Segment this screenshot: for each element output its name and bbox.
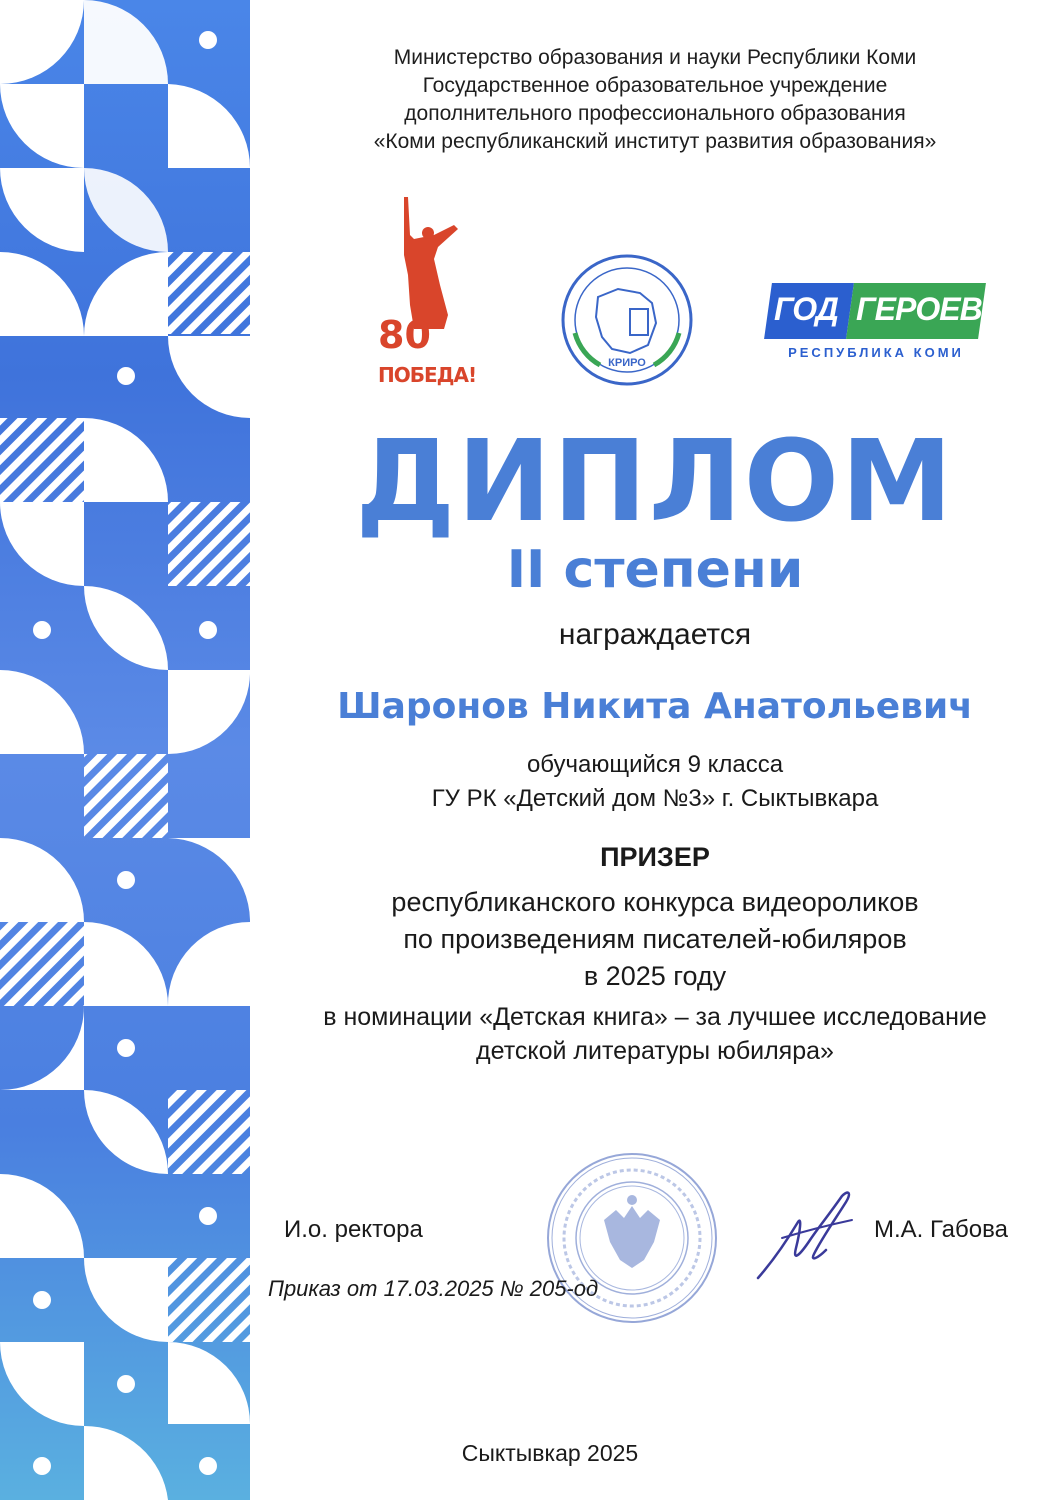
signature-icon [752, 1182, 862, 1292]
city-year: Сыктывкар 2025 [461, 1440, 639, 1466]
nomination-description [250, 1000, 1060, 1068]
year-of-heroes-logo [768, 283, 984, 363]
victory-text: ПОБЕДА! [378, 363, 477, 387]
awarded-text: награждается [558, 618, 752, 651]
heroes-word-year: ГОД [774, 291, 838, 327]
header-line-education: дополнительного профессионального образования [404, 102, 906, 125]
header-line-ministry: Министерство образования и науки Республики Коми [393, 46, 917, 69]
kriro-logo [560, 253, 694, 387]
organization-header [250, 44, 1060, 156]
official-stamp [544, 1150, 720, 1331]
geometric-pattern [0, 0, 250, 1500]
recipient-name: Шаронов Никита Анатольевич [337, 686, 973, 727]
victory-80-logo [374, 195, 477, 395]
header-line-institute: «Коми республиканский институт развития образования» [373, 130, 937, 153]
student-institution: ГУ РК «Детский дом №3» г. Сыктывкара [431, 785, 879, 812]
victory-number: 80 [378, 313, 431, 357]
logos-row [250, 195, 1060, 405]
contest-description [250, 884, 1060, 995]
signer-position: И.о. ректора [284, 1216, 423, 1243]
contest-line: республиканского конкурса видеороликов [391, 887, 919, 917]
student-info [250, 748, 1060, 816]
contest-line: в 2025 году [583, 961, 727, 991]
nomination-line: детской литературы юбиляра» [476, 1037, 834, 1065]
nomination-line: в номинации «Детская книга» – за лучшее исследование [323, 1003, 987, 1031]
signer-name: М.А. Габова [874, 1216, 1008, 1243]
heroes-word-heroes: ГЕРОЕВ [856, 291, 982, 327]
kriro-text: КРИРО [608, 357, 646, 369]
heroes-subtitle: РЕСПУБЛИКА КОМИ [788, 345, 964, 360]
prize-title: ПРИЗЕР [600, 842, 710, 872]
order-reference: Приказ от 17.03.2025 № 205-од [268, 1276, 599, 1301]
handwritten-signature [752, 1182, 862, 1297]
diploma-degree: II степени [506, 540, 804, 600]
contest-line: по произведениям писателей-юбиляров [403, 924, 907, 954]
header-line-institution: Государственное образовательное учреждение [422, 74, 888, 97]
student-grade: обучающийся 9 класса [526, 751, 784, 778]
decorative-side-band [0, 0, 250, 1500]
diploma-title: ДИПЛОМ [355, 417, 955, 547]
